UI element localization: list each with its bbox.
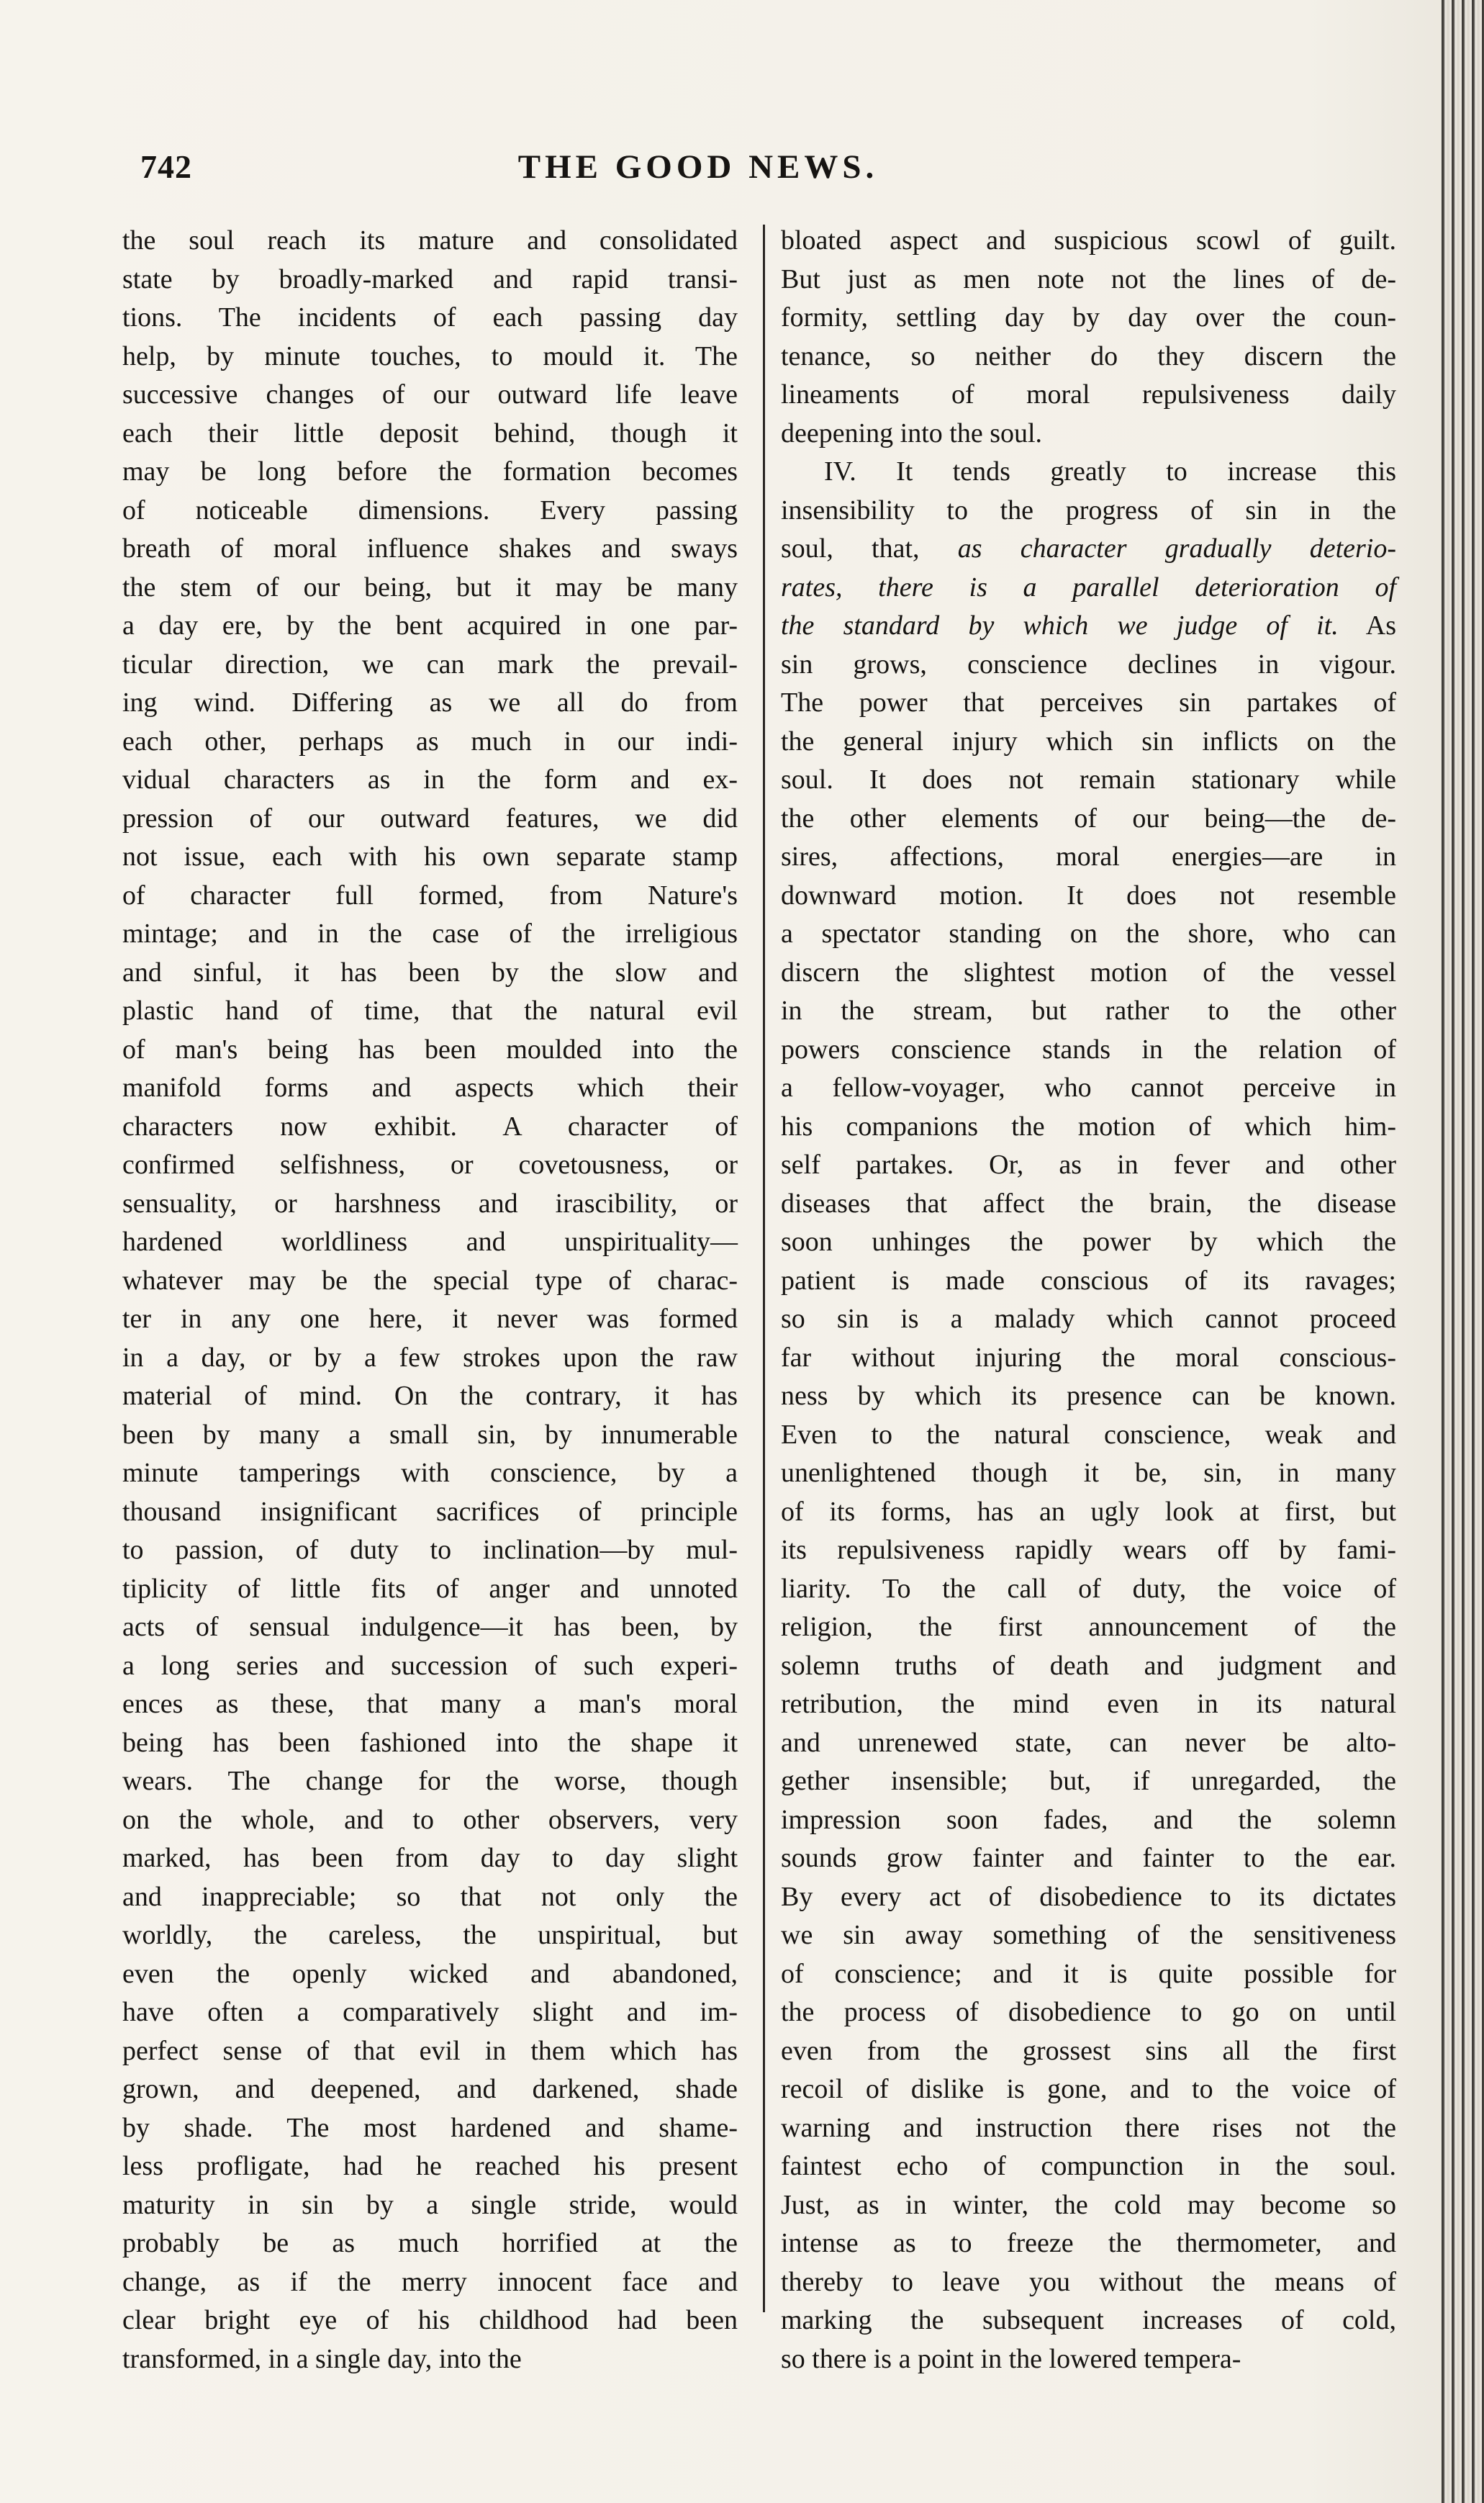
page-header: [122, 148, 1411, 191]
page-binding-edge: [1442, 0, 1484, 2503]
text-line: of conscience; and it is quite possible for: [781, 1958, 1396, 1989]
text-line: of man's being has been moulded into the: [122, 1034, 738, 1065]
text-line: sensuality, or harshness and irascibility, or: [122, 1188, 738, 1219]
text-line: soon unhinges the power by which the: [781, 1227, 1396, 1257]
text-line: thousand insignificant sacrifices of principle: [122, 1496, 738, 1527]
text-line: Even to the natural conscience, weak and: [781, 1419, 1396, 1450]
text-line: solemn truths of death and judgment and: [781, 1650, 1396, 1681]
text-line: ing wind. Differing as we all do from: [122, 687, 738, 718]
text-line: in a day, or by a few strokes upon the raw: [122, 1342, 738, 1373]
text-line: liarity. To the call of duty, the voice of: [781, 1573, 1396, 1604]
text-line: help, by minute touches, to mould it. The: [122, 341, 738, 371]
text-line: The power that perceives sin partakes of: [781, 687, 1396, 718]
text-line: his companions the motion of which him-: [781, 1111, 1396, 1142]
text-line: IV. It tends greatly to increase this: [824, 456, 1396, 487]
text-line: each other, perhaps as much in our indi-: [122, 726, 738, 757]
text-line: plastic hand of time, that the natural evil: [122, 996, 738, 1026]
emphasis-text: as character gradually deterio-: [957, 533, 1396, 564]
text-line: Just, as in winter, the cold may become so: [781, 2189, 1396, 2220]
text-line: vidual characters as in the form and ex-: [122, 765, 738, 795]
text-line: But just as men note not the lines of de-: [781, 263, 1396, 294]
text-line: perfect sense of that evil in them which has: [122, 2035, 738, 2066]
text-line: bloated aspect and suspicious scowl of guilt.: [781, 225, 1396, 256]
text-line: been by many a small sin, by innumerable: [122, 1419, 738, 1450]
text-line: the general injury which sin inflicts on the: [781, 726, 1396, 757]
text-line: manifold forms and aspects which their: [122, 1073, 738, 1103]
column-divider: [763, 225, 765, 2312]
text-line: change, as if the merry innocent face and: [122, 2266, 738, 2297]
text-line: state by broadly-marked and rapid transi-: [122, 263, 738, 294]
text-line: religion, the first announcement of the: [781, 1612, 1396, 1642]
text-line: far without injuring the moral conscious-: [781, 1342, 1396, 1373]
text-line: recoil of dislike is gone, and to the voice of: [781, 2074, 1396, 2104]
text-line: formity, settling day by day over the coun-: [781, 302, 1396, 333]
text-line: the soul reach its mature and consolidated: [122, 225, 738, 256]
text-line: unenlightened though it be, sin, in many: [781, 1458, 1396, 1488]
text-line: even from the grossest sins all the first: [781, 2035, 1396, 2066]
text-line: the other elements of our being—the de-: [781, 803, 1396, 834]
text-line: By every act of disobedience to its dictates: [781, 1881, 1396, 1912]
left-text-column: [122, 222, 738, 2378]
text-line: whatever may be the special type of charac-: [122, 1265, 738, 1296]
text-line: tiplicity of little fits of anger and unnoted: [122, 1573, 738, 1604]
text-line: of its forms, has an ugly look at first, but: [781, 1496, 1396, 1527]
text-line: maturity in sin by a single stride, would: [122, 2189, 738, 2220]
text-line: patient is made conscious of its ravages;: [781, 1265, 1396, 1296]
text-line: deepening into the soul.: [781, 418, 1043, 448]
text-line: have often a comparatively slight and im-: [122, 1997, 738, 2027]
text-line: faintest echo of compunction in the soul.: [781, 2151, 1396, 2181]
running-head: THE GOOD NEWS.: [517, 148, 879, 186]
text-line: ences as these, that many a man's moral: [122, 1689, 738, 1719]
text-line: so there is a point in the lowered tempera-: [781, 2343, 1241, 2374]
text-line: by shade. The most hardened and shame-: [122, 2112, 738, 2143]
text-line: insensibility to the progress of sin in the: [781, 495, 1396, 526]
text-line: successive changes of our outward life leave: [122, 379, 738, 410]
text-line: diseases that affect the brain, the disease: [781, 1188, 1396, 1219]
text-line: ness by which its presence can be known.: [781, 1381, 1396, 1411]
text-line: of character full formed, from Nature's: [122, 880, 738, 911]
text-line: minute tamperings with conscience, by a: [122, 1458, 738, 1488]
text-line: soul, that, as character gradually deterio-: [781, 533, 1396, 564]
text-line: self partakes. Or, as in fever and other: [781, 1150, 1396, 1180]
text-line: and inappreciable; so that not only the: [122, 1881, 738, 1912]
text-line: on the whole, and to other observers, very: [122, 1804, 738, 1835]
text-line: acts of sensual indulgence—it has been, by: [122, 1612, 738, 1642]
text-line: even the openly wicked and abandoned,: [122, 1958, 738, 1989]
text-line: a long series and succession of such experi-: [122, 1650, 738, 1681]
text-line: ter in any one here, it never was formed: [122, 1304, 738, 1334]
text-line: gether insensible; but, if unregarded, the: [781, 1766, 1396, 1796]
text-line: retribution, the mind even in its natural: [781, 1689, 1396, 1719]
text-line: tenance, so neither do they discern the: [781, 341, 1396, 371]
text-line: characters now exhibit. A character of: [122, 1111, 738, 1142]
text-line: the standard by which we judge of it. As: [781, 610, 1396, 641]
text-line: the process of disobedience to go on until: [781, 1997, 1396, 2027]
text-line: wears. The change for the worse, though: [122, 1766, 738, 1796]
text-line: thereby to leave you without the means of: [781, 2266, 1396, 2297]
text-line: a day ere, by the bent acquired in one par-: [122, 610, 738, 641]
text-line: sires, affections, moral energies—are in: [781, 842, 1396, 872]
text-line: downward motion. It does not resemble: [781, 880, 1396, 911]
text-line: each their little deposit behind, though it: [122, 418, 738, 448]
text-line: being has been fashioned into the shape it: [122, 1727, 738, 1758]
text-line: rates, there is a parallel deterioration of: [781, 572, 1396, 603]
text-line: the stem of our being, but it may be many: [122, 572, 738, 603]
text-line: pression of our outward features, we did: [122, 803, 738, 834]
text-line: we sin away something of the sensitiveness: [781, 1920, 1396, 1950]
text-line: confirmed selfishness, or covetousness, or: [122, 1150, 738, 1180]
text-line: and unrenewed state, can never be alto-: [781, 1727, 1396, 1758]
text-line: soul. It does not remain stationary while: [781, 765, 1396, 795]
page-number: 742: [140, 148, 192, 185]
text-line: clear bright eye of his childhood had been: [122, 2305, 738, 2335]
text-line: worldly, the careless, the unspiritual, but: [122, 1920, 738, 1950]
text-line: transformed, in a single day, into the: [122, 2343, 522, 2374]
text-line: impression soon fades, and the solemn: [781, 1804, 1396, 1835]
text-line: breath of moral influence shakes and sways: [122, 533, 738, 564]
text-line: so sin is a malady which cannot proceed: [781, 1304, 1396, 1334]
text-line: of noticeable dimensions. Every passing: [122, 495, 738, 526]
text-line: marked, has been from day to day slight: [122, 1843, 738, 1873]
text-line: may be long before the formation becomes: [122, 456, 738, 487]
text-line: material of mind. On the contrary, it has: [122, 1381, 738, 1411]
text-line: a fellow-voyager, who cannot perceive in: [781, 1073, 1396, 1103]
text-line: not issue, each with his own separate stamp: [122, 842, 738, 872]
text-line: sounds grow fainter and fainter to the ear.: [781, 1843, 1396, 1873]
text-line: tions. The incidents of each passing day: [122, 302, 738, 333]
text-line: in the stream, but rather to the other: [781, 996, 1396, 1026]
text-line: its repulsiveness rapidly wears off by fami-: [781, 1535, 1396, 1565]
text-line: grown, and deepened, and darkened, shade: [122, 2074, 738, 2104]
right-text-column: [781, 222, 1396, 2378]
text-line: a spectator standing on the shore, who can: [781, 919, 1396, 949]
emphasis-text: the standard by which we judge of it.: [781, 610, 1339, 641]
text-line: to passion, of duty to inclination—by mul-: [122, 1535, 738, 1565]
text-line: mintage; and in the case of the irreligious: [122, 919, 738, 949]
text-line: sin grows, conscience declines in vigour.: [781, 649, 1396, 680]
text-line: less profligate, had he reached his present: [122, 2151, 738, 2181]
text-line: intense as to freeze the thermometer, and: [781, 2228, 1396, 2258]
text-line: powers conscience stands in the relation of: [781, 1034, 1396, 1065]
text-line: warning and instruction there rises not the: [781, 2112, 1396, 2143]
text-line: lineaments of moral repulsiveness daily: [781, 379, 1396, 410]
text-line: and sinful, it has been by the slow and: [122, 957, 738, 988]
text-line: ticular direction, we can mark the prevail-: [122, 649, 738, 680]
text-line: hardened worldliness and unspirituality—: [122, 1227, 738, 1257]
text-line: marking the subsequent increases of cold,: [781, 2305, 1396, 2335]
text-line: discern the slightest motion of the vessel: [781, 957, 1396, 988]
text-line: probably be as much horrified at the: [122, 2228, 738, 2258]
